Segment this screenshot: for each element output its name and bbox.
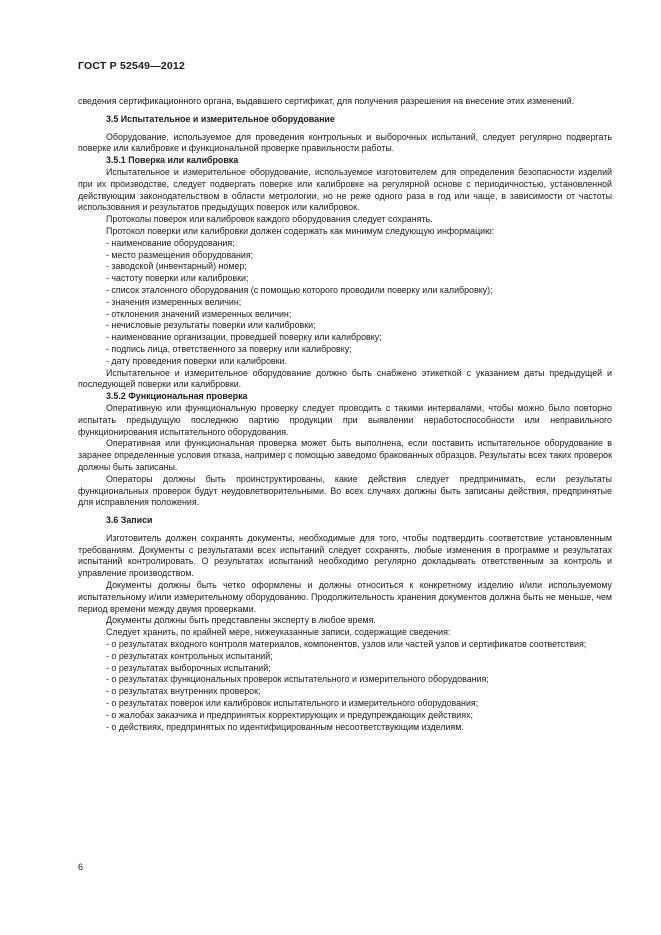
list-item: - список эталонного оборудования (с помощью которого проводили поверку или калибровку); <box>106 284 493 295</box>
list-item: - о результатах поверок или калибровок испытательного и измерительного оборудования; <box>106 698 479 709</box>
list-item: - о результатах внутренних проверок; <box>106 686 261 697</box>
paragraph: Испытательное и измерительное оборудование, используемое изготовителем для определения безопасности изделий при их производстве, следует подвергать поверке или калибровке на регулярной основе с периодичностью, установленной действующим законодательством в области метрологии, но не реже одного раза в год или чаще, в зависимости от частоты использования и результатов предыдущих поверок или калибровок. <box>78 166 612 213</box>
list-item: - дату проведения поверки или калибровки. <box>106 355 287 366</box>
list-item: - подпись лица, ответственного за поверку или калибровку; <box>106 343 352 354</box>
list-item: - о результатах выборочных испытаний; <box>106 662 271 673</box>
list-item: - отклонения значений измеренных величин; <box>106 308 292 319</box>
list-item: - заводской (инвентарный) номер; <box>106 261 247 272</box>
list-item: - наименование оборудования; <box>106 237 235 248</box>
list-item: - о действиях, предпринятых по идентифицированным несоответствующим изделиям. <box>106 721 464 732</box>
list-item: - частоту поверки или калибровки; <box>106 273 249 284</box>
section-heading-3-5: 3.5 Испытательное и измерительное оборудование <box>106 113 335 124</box>
paragraph: Документы должны быть представлены эксперту в любое время. <box>106 615 376 626</box>
list-item: - о жалобах заказчика и предпринятых корректирующих и предупреждающих действиях; <box>106 709 473 720</box>
page-number: 6 <box>78 862 84 872</box>
paragraph: Оперативная или функциональная проверка может быть выполнена, если поставить испытательное оборудование в заранее определенные условия отказа, например с помощью заведомо бракованных образцов. Результаты всех таких проверок должны быть записаны. <box>78 438 612 472</box>
paragraph: Операторы должны быть проинструктированы, какие действия следует предпринимать, если результаты функциональных проверок будут неудовлетворительными. Во всех случаях должны быть записаны действия, предпринятые для исправления положения. <box>78 473 612 508</box>
paragraph: Протокол поверки или калибровки должен содержать как минимум следующую информацию: <box>106 225 495 236</box>
list-item: - о результатах функциональных проверок испытательного и измерительного оборудования; <box>106 674 489 685</box>
list-item: - нечисловые результаты поверки или калибровки; <box>106 320 316 331</box>
paragraph: Протоколы поверок или калибровок каждого оборудования следует сохранять. <box>106 214 433 225</box>
subsection-heading-3-5-2: 3.5.2 Функциональная проверка <box>106 391 248 402</box>
paragraph: Изготовитель должен сохранять документы, необходимые для того, чтобы подтвердить соответствие установленным требованиям. Документы с результатами всех испытаний следует сохранять, любые изменения в программе и результатах испытаний контролировать. О результатах испытаний необходимо регулярно докладывать ответственным за контроль и управление производством. <box>78 532 612 579</box>
list-item: - место размещения оборудования; <box>106 249 254 260</box>
list-item: - значения измеренных величин; <box>106 296 242 307</box>
paragraph: Оперативную или функциональную проверку следует проводить с такими интервалами, чтобы можно было повторно испытать предыдущую последнюю партию продукции при выявлении неработоспособности или неправильного функционирования испытательного оборудования. <box>78 402 612 437</box>
paragraph: Следует хранить, по крайней мере, нижеуказанные записи, содержащие сведения: <box>106 627 451 638</box>
paragraph: Испытательное и измерительное оборудование должно быть снабжено этикеткой с указанием даты предыдущей и последующей поверки или калибровки. <box>78 367 612 390</box>
document-body <box>78 96 612 733</box>
paragraph: Документы должны быть четко оформлены и должны относиться к конкретному изделию и/или используемому испытательному и/или измерительному оборудованию. Продолжительность хранения документов должна быть не меньше, чем период времени между двумя проверками. <box>78 580 612 614</box>
section-heading-3-6: 3.6 Записи <box>106 515 153 526</box>
list-item: - наименование организации, проведшей поверку или калибровку; <box>106 332 382 343</box>
list-item: - о результатах входного контроля материалов, компонентов, узлов или частей узлов и сертификатов соответствия; <box>106 639 587 650</box>
document-header: ГОСТ Р 52549—2012 <box>78 60 186 72</box>
subsection-heading-3-5-1: 3.5.1 Поверка или калибровка <box>106 155 239 166</box>
list-item: - о результатах контрольных испытаний; <box>106 650 273 661</box>
paragraph: сведения сертификационного органа, выдавшего сертификат, для получения разрешения на внесение этих изменений. <box>78 96 575 106</box>
paragraph: Оборудование, используемое для проведения контрольных и выборочных испытаний, следует регулярно подвергать поверке или калибровке и функциональной проверке правильности работы. <box>78 131 612 154</box>
